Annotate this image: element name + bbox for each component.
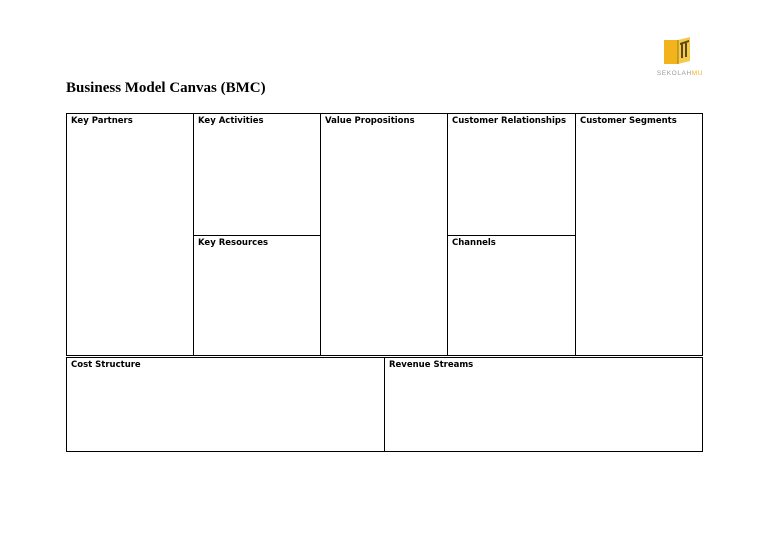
customer-relationships-label: Customer Relationships xyxy=(452,116,567,126)
sekolahmu-logo xyxy=(650,36,710,82)
cost-structure-cell[interactable] xyxy=(66,357,385,452)
channels-label: Channels xyxy=(452,238,496,248)
bmc-grid-top xyxy=(66,113,703,356)
key-resources-label: Key Resources xyxy=(198,238,269,248)
revenue-streams-label: Revenue Streams xyxy=(389,360,474,370)
key-partners-cell[interactable] xyxy=(66,113,194,356)
value-propositions-label: Value Propositions xyxy=(325,116,415,126)
key-resources-cell[interactable] xyxy=(193,235,321,356)
logo-wordmark: SEKOLAHMU xyxy=(656,70,704,77)
book-logo-icon xyxy=(662,36,698,70)
document-title: Business Model Canvas (BMC) xyxy=(66,80,266,96)
channels-cell[interactable] xyxy=(447,235,576,356)
cost-structure-label: Cost Structure xyxy=(71,360,141,370)
value-propositions-cell[interactable] xyxy=(320,113,448,356)
bmc-grid-bottom xyxy=(66,357,703,452)
customer-segments-label: Customer Segments xyxy=(580,116,677,126)
customer-segments-cell[interactable] xyxy=(575,113,703,356)
key-activities-label: Key Activities xyxy=(198,116,264,126)
key-partners-label: Key Partners xyxy=(71,116,133,126)
customer-relationships-cell[interactable] xyxy=(447,113,576,236)
key-activities-cell[interactable] xyxy=(193,113,321,236)
revenue-streams-cell[interactable] xyxy=(384,357,703,452)
